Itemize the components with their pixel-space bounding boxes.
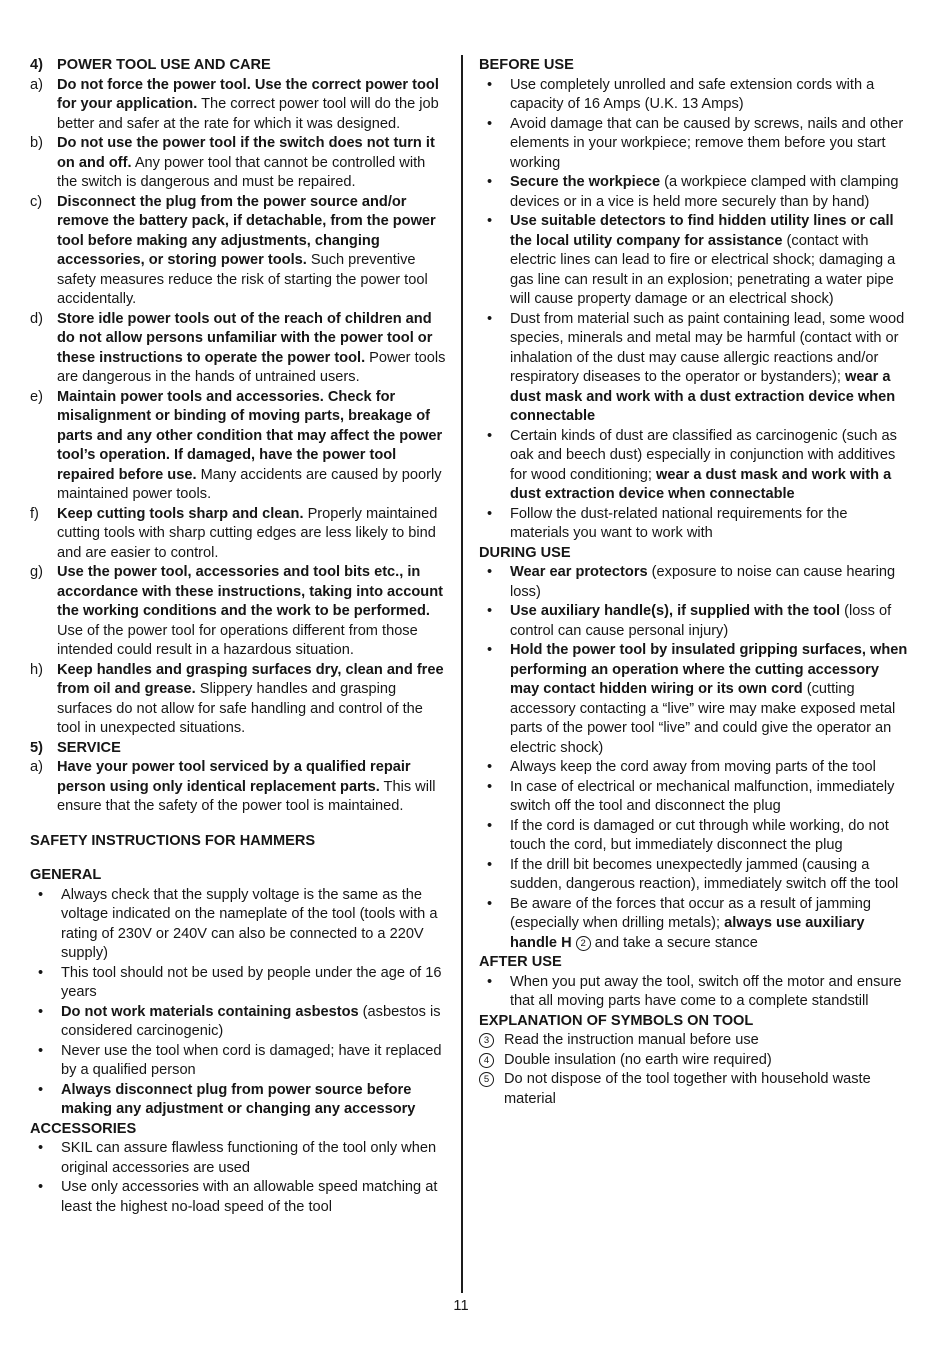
- text-segment: always use auxiliary handle H: [510, 915, 865, 951]
- bullet-marker-icon: •: [487, 817, 493, 834]
- text-segment: Do not work materials containing asbestos: [61, 1003, 359, 1020]
- text-segment: If the cord is damaged or cut through while working, do not touch the cord, but immediately disconnect the plug: [510, 817, 889, 853]
- column-divider: [461, 55, 463, 1293]
- bullet-item: [30, 1081, 449, 1120]
- text-segment: Have your power tool serviced by a qualified repair person using only identical replacement parts.: [57, 759, 411, 795]
- text-segment: Read the instruction manual before use: [504, 1032, 759, 1048]
- bullet-item: [30, 1178, 449, 1217]
- bullet-marker-icon: •: [487, 427, 493, 444]
- lettered-item: [30, 134, 449, 193]
- text-segment: Avoid damage that can be caused by screws, nails and other elements in your workpiece; remove them before you start working: [510, 115, 904, 171]
- text-segment: Use the power tool, accessories and tool bits etc., in accordance with these instructions, taking into account the working conditions and the work to be performed.: [57, 564, 443, 619]
- bullet-marker-icon: •: [487, 310, 493, 327]
- text-segment: Properly maintained cutting tools with sharp cutting edges are less likely to bind and are easier to control.: [57, 505, 438, 561]
- lettered-item: [30, 193, 449, 310]
- text-segment: POWER TOOL USE AND CARE: [57, 57, 271, 73]
- section-heading: [30, 832, 449, 852]
- bullet-item: [30, 1042, 449, 1081]
- text-segment: Keep cutting tools sharp and clean.: [57, 505, 304, 522]
- text-segment: Dust from material such as paint containing lead, some wood species, minerals and metal may be harmful (contact with or inhalation of the dust may cause allergic reactions and/or respiratory diseases to the operator or bystanders);: [510, 310, 905, 385]
- text-segment: SERVICE: [57, 739, 121, 756]
- section-heading: [30, 1120, 449, 1140]
- text-segment: Wear ear protectors: [510, 564, 648, 580]
- bullet-marker-icon: •: [487, 973, 493, 990]
- text-segment: (contact with electric lines can lead to fire or electrical shock; damaging a gas line can result in an explosion; penetrating a water pipe will cause property damage or an electrical shock): [510, 232, 896, 307]
- text-segment: Many accidents are caused by poorly maintained power tools.: [57, 466, 442, 502]
- bullet-marker-icon: •: [487, 603, 493, 619]
- text-segment: (a workpiece clamped with clamping devices or in a vice is held more securely than by hand): [510, 174, 899, 210]
- item-label: e): [30, 388, 43, 405]
- bullet-marker-icon: •: [487, 759, 493, 775]
- text-segment: Secure the workpiece: [510, 174, 661, 190]
- text-segment: Never use the tool when cord is damaged; have it replaced by a qualified person: [61, 1042, 442, 1078]
- bullet-marker-icon: •: [38, 964, 44, 981]
- lettered-item: [30, 505, 449, 564]
- text-segment: Such preventive safety measures reduce the risk of starting the power tool accidentally.: [57, 252, 428, 307]
- bullet-marker-icon: •: [487, 115, 493, 132]
- text-segment: Store idle power tools out of the reach of children and do not allow persons unfamiliar with the power tool or these instructions to operate the power tool.: [57, 310, 433, 366]
- bullet-item: [479, 76, 908, 115]
- text-segment: Use completely unrolled and safe extension cords with a capacity of 16 Amps (U.K. 13 Amps): [510, 76, 875, 112]
- section-heading: [479, 1012, 908, 1032]
- lettered-item: [30, 563, 449, 661]
- circled-item: [479, 1031, 908, 1051]
- text-segment: Use of the power tool for operations different from those intended could result in a hazardous situation.: [57, 622, 418, 658]
- lettered-item: [30, 76, 449, 135]
- bullet-marker-icon: •: [38, 1081, 44, 1098]
- text-segment: When you put away the tool, switch off the motor and ensure that all moving parts have come to a complete standstill: [510, 973, 902, 1009]
- text-segment: (cutting accessory contacting a “live” wire may make exposed metal parts of the power tool “live” and could give the operator an electric shock): [510, 681, 896, 756]
- bullet-marker-icon: •: [487, 642, 493, 658]
- text-segment: Always keep the cord away from moving parts of the tool: [510, 759, 876, 775]
- text-segment: Use suitable detectors to find hidden utility lines or call the local utility company for assistance: [510, 213, 894, 249]
- text-segment: Do not use the power tool if the switch does not turn it on and off.: [57, 135, 435, 171]
- item-label: 4): [30, 57, 43, 73]
- text-segment: (loss of control can cause personal injury): [510, 603, 892, 639]
- text-segment: This will ensure that the safety of the power tool is maintained.: [57, 778, 436, 814]
- item-label: d): [30, 310, 43, 327]
- bullet-item: [30, 886, 449, 964]
- text-segment: Power tools are dangerous in the hands of untrained users.: [57, 349, 446, 385]
- section-heading: [479, 953, 908, 973]
- bullet-item: [479, 115, 908, 174]
- circled-item: [479, 1051, 908, 1071]
- text-segment: BEFORE USE: [479, 57, 574, 73]
- bullet-item: [479, 973, 908, 1012]
- text-segment: and take a secure stance: [590, 934, 758, 951]
- text-segment: The correct power tool will do the job better and safer at the rate for which it was designed.: [57, 96, 439, 132]
- text-segment: If the drill bit becomes unexpectedly jammed (causing a sudden, dangerous reaction), immediately switch off the tool: [510, 856, 899, 892]
- bullet-marker-icon: •: [38, 1140, 44, 1156]
- item-label: h): [30, 661, 43, 678]
- lettered-item: [30, 661, 449, 739]
- bullet-item: [30, 964, 449, 1003]
- text-segment: Double insulation (no earth wire required): [504, 1051, 772, 1068]
- text-segment: Do not dispose of the tool together with household waste material: [504, 1071, 871, 1107]
- bullet-marker-icon: •: [487, 564, 493, 580]
- bullet-item: [479, 758, 908, 778]
- text-segment: AFTER USE: [479, 954, 562, 970]
- bullet-marker-icon: •: [487, 505, 493, 522]
- section-heading: [30, 739, 449, 759]
- bullet-item: [479, 895, 908, 954]
- circled-number-icon: 5: [479, 1072, 494, 1087]
- section-heading: [479, 544, 908, 564]
- circled-number-icon: 4: [479, 1053, 494, 1068]
- bullet-item: [479, 641, 908, 758]
- text-segment: Keep handles and grasping surfaces dry, clean and free from oil and grease.: [57, 661, 444, 697]
- text-segment: wear a dust mask and work with a dust extraction device when connectable: [510, 466, 892, 502]
- lettered-item: [30, 310, 449, 388]
- right-column: [479, 56, 908, 1109]
- item-label: f): [30, 505, 39, 522]
- bullet-item: [479, 602, 908, 641]
- text-segment: Any power tool that cannot be controlled with the switch is dangerous and must be repaired.: [57, 154, 426, 190]
- bullet-marker-icon: •: [487, 174, 493, 190]
- text-segment: Hold the power tool by insulated gripping surfaces, when performing an operation where the cutting accessory may contact hidden wiring or its own cord: [510, 642, 908, 697]
- bullet-item: [479, 310, 908, 427]
- bullet-item: [30, 1139, 449, 1178]
- text-segment: SKIL can assure flawless functioning of the tool only when original accessories are used: [61, 1140, 437, 1176]
- circled-item: [479, 1070, 908, 1109]
- text-segment: Use auxiliary handle(s), if supplied with the tool: [510, 603, 841, 619]
- bullet-marker-icon: •: [487, 213, 493, 229]
- text-segment: Do not force the power tool. Use the correct power tool for your application.: [57, 76, 439, 112]
- text-segment: EXPLANATION OF SYMBOLS ON TOOL: [479, 1012, 754, 1029]
- bullet-marker-icon: •: [38, 1179, 44, 1195]
- left-column: [30, 56, 449, 1217]
- item-label: c): [30, 193, 43, 210]
- item-label: 5): [30, 739, 43, 756]
- bullet-marker-icon: •: [487, 778, 493, 795]
- text-segment: Follow the dust-related national requirements for the materials you want to work with: [510, 505, 848, 541]
- bullet-item: [479, 563, 908, 602]
- text-segment: GENERAL: [30, 867, 102, 883]
- bullet-item: [479, 817, 908, 856]
- text-segment: DURING USE: [479, 544, 571, 561]
- text-segment: Use only accessories with an allowable speed matching at least the highest no-load speed of the tool: [61, 1179, 438, 1215]
- bullet-marker-icon: •: [487, 895, 493, 912]
- bullet-item: [30, 1003, 449, 1042]
- bullet-marker-icon: •: [487, 76, 493, 93]
- text-segment: (exposure to noise can cause hearing loss): [510, 564, 896, 600]
- section-heading: [30, 866, 449, 886]
- bullet-item: [479, 173, 908, 212]
- text-segment: Always check that the supply voltage is the same as the voltage indicated on the nameplate of the tool (tools with a rating of 230V or 240V can also be connected to a 220V supply): [61, 886, 438, 961]
- bullet-item: [479, 212, 908, 310]
- text-segment: In case of electrical or mechanical malfunction, immediately switch off the tool and disconnect the plug: [510, 778, 895, 814]
- bullet-marker-icon: •: [38, 886, 44, 903]
- item-label: g): [30, 564, 43, 580]
- bullet-marker-icon: •: [38, 1042, 44, 1059]
- text-segment: SAFETY INSTRUCTIONS FOR HAMMERS: [30, 832, 316, 849]
- item-label: b): [30, 135, 43, 151]
- text-segment: Maintain power tools and accessories. Check for misalignment or binding of moving parts, breakage of parts and any other condition that may affect the power tool’s operation. If damaged, have the power tool repaired before use.: [57, 388, 443, 483]
- text-segment: Certain kinds of dust are classified as carcinogenic (such as oak and beech dust) especially in conjunction with additives for wood conditioning;: [510, 427, 897, 483]
- lettered-item: [30, 758, 449, 817]
- section-heading: [30, 56, 449, 76]
- bullet-item: [479, 778, 908, 817]
- item-label: a): [30, 76, 43, 93]
- bullet-item: [479, 505, 908, 544]
- section-heading: [479, 56, 908, 76]
- text-segment: wear a dust mask and work with a dust extraction device when connectable: [510, 369, 896, 424]
- text-segment: Always disconnect plug from power source before making any adjustment or changing any accessory: [61, 1081, 416, 1117]
- text-segment: This tool should not be used by people under the age of 16 years: [61, 964, 442, 1000]
- bullet-marker-icon: •: [38, 1003, 44, 1020]
- text-segment: Slippery handles and grasping surfaces do not allow for safe handling and control of the tool in unexpected situations.: [57, 681, 423, 736]
- page-number: 11: [453, 1298, 469, 1314]
- item-label: a): [30, 759, 43, 775]
- text-segment: ACCESSORIES: [30, 1120, 137, 1137]
- circled-number-icon: 2: [576, 936, 591, 951]
- text-segment: Disconnect the plug from the power source and/or remove the battery pack, if detachable, from the power tool before making any adjustments, changing accessories, or storing power tools.: [57, 193, 436, 268]
- lettered-item: [30, 388, 449, 505]
- text-segment: (asbestos is considered carcinogenic): [61, 1003, 441, 1039]
- bullet-item: [479, 856, 908, 895]
- bullet-item: [479, 427, 908, 505]
- text-segment: Be aware of the forces that occur as a result of jamming (especially when drilling metals);: [510, 895, 871, 931]
- bullet-marker-icon: •: [487, 856, 493, 873]
- circled-number-icon: 3: [479, 1033, 494, 1048]
